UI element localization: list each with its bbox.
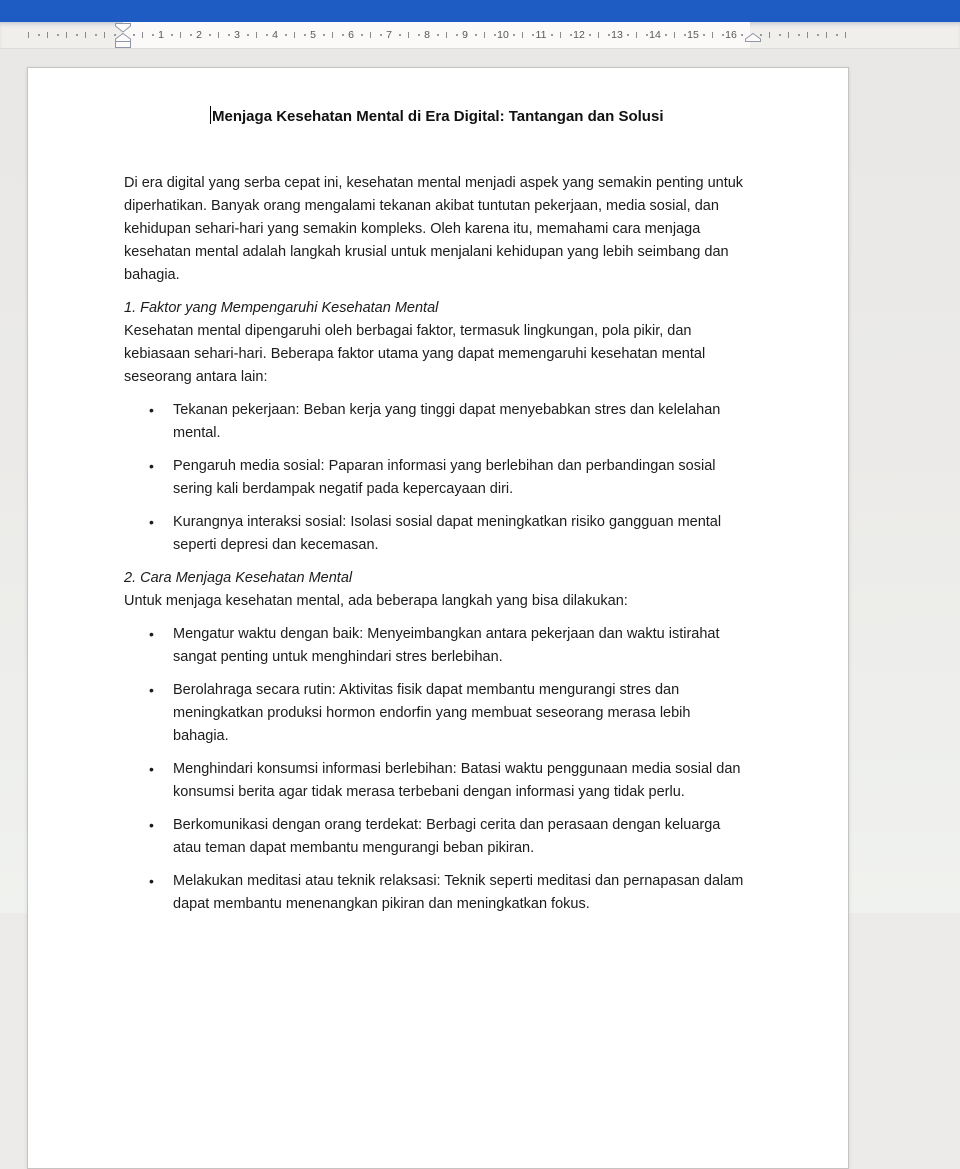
ruler-dot (589, 34, 591, 36)
ruler-number: 10 (497, 29, 509, 41)
ruler-tick (294, 32, 295, 38)
paragraph-text: Kesehatan mental dipengaruhi oleh berbagai faktor, termasuk lingkungan, pola pikir, dan kebiasaan sehari-hari. Beberapa faktor utama yang dapat memengaruhi kesehatan mental seseorang antara lain: (124, 323, 706, 385)
ruler[interactable] (0, 22, 960, 49)
ruler-tick (66, 32, 67, 38)
ruler-dot (152, 34, 154, 36)
bullet-item[interactable] (124, 623, 749, 669)
ruler-number: 3 (234, 29, 240, 41)
ruler-number: 15 (687, 29, 699, 41)
bullet-marker: • (149, 626, 154, 642)
ruler-dot (95, 34, 97, 36)
bullet-item[interactable] (124, 870, 749, 916)
ruler-number: 1 (158, 29, 164, 41)
title-text: Menjaga Kesehatan Mental di Era Digital: Tantangan dan Solusi (212, 108, 664, 125)
ruler-dot (304, 34, 306, 36)
ruler-tick (332, 32, 333, 38)
ruler-number: 14 (649, 29, 661, 41)
ruler-tick (769, 32, 770, 38)
ruler-tick (636, 32, 637, 38)
ruler-dot (646, 34, 648, 36)
bullet-text: Melakukan meditasi atau teknik relaksasi: Teknik seperti meditasi dan pernapasan dalam dapat membantu menenangkan pikiran dan meningkatkan fokus. (173, 873, 744, 912)
ruler-dot (684, 34, 686, 36)
ruler-dot (399, 34, 401, 36)
ruler-tick (484, 32, 485, 38)
document-page[interactable] (27, 67, 849, 1169)
bullet-marker: • (149, 682, 154, 698)
ruler-number: 11 (535, 29, 547, 41)
ruler-tick (180, 32, 181, 38)
ruler-dot (475, 34, 477, 36)
document-body[interactable] (28, 68, 848, 916)
ruler-tick (560, 32, 561, 38)
ruler-dot (570, 34, 572, 36)
bullet-text: Menghindari konsumsi informasi berlebihan: Batasi waktu penggunaan media sosial dan konsumsi berita agar tidak merasa terbebani dengan informasi yang tidak perlu. (173, 761, 741, 800)
ruler-tick (408, 32, 409, 38)
ruler-dot (133, 34, 135, 36)
ruler-number: 13 (611, 29, 623, 41)
bullet-marker: • (149, 761, 154, 777)
paragraph-text: Di era digital yang serba cepat ini, kesehatan mental menjadi aspek yang semakin penting untuk diperhatikan. Banyak orang mengalami tekanan akibat tuntutan pekerjaan, media sosial, dan kehidupan sehari-hari yang semakin kompleks. Oleh karena itu, memahami cara menjaga kesehatan mental adalah langkah krusial untuk menjalani kehidupan yang lebih seimbang dan bahagia. (124, 175, 744, 283)
heading-text: 2. Cara Menjaga Kesehatan Mental (124, 570, 353, 586)
ruler-tick (370, 32, 371, 38)
ruler-tick (826, 32, 827, 38)
ruler-tick (674, 32, 675, 38)
ruler-tick (104, 32, 105, 38)
ruler-number: 6 (348, 29, 354, 41)
ruler-tick (788, 32, 789, 38)
doc-heading[interactable] (124, 297, 749, 320)
ruler-dot (494, 34, 496, 36)
bullet-marker: • (149, 817, 154, 833)
ruler-number: 2 (196, 29, 202, 41)
ruler-number: 16 (725, 29, 737, 41)
bullet-text: Mengatur waktu dengan baik: Menyeimbangkan antara pekerjaan dan waktu istirahat sangat penting untuk menghindari stres berlebihan. (173, 626, 720, 665)
ruler-number: 5 (310, 29, 316, 41)
ruler-dot (513, 34, 515, 36)
bullet-item[interactable] (124, 455, 749, 501)
ruler-tick (446, 32, 447, 38)
ruler-dot (798, 34, 800, 36)
bullet-item[interactable] (124, 511, 749, 557)
ruler-dot (779, 34, 781, 36)
ruler-tick (218, 32, 219, 38)
first-line-indent-marker[interactable] (114, 23, 132, 33)
ruler-dot (551, 34, 553, 36)
doc-paragraph[interactable] (124, 172, 749, 287)
ruler-dot (817, 34, 819, 36)
ruler-dot (703, 34, 705, 36)
ruler-dot (608, 34, 610, 36)
ruler-tick (28, 32, 29, 38)
bullet-item[interactable] (124, 758, 749, 804)
ruler-tick (712, 32, 713, 38)
paragraph-text: Untuk menjaga kesehatan mental, ada beberapa langkah yang bisa dilakukan: (124, 593, 628, 609)
bullet-marker: • (149, 402, 154, 418)
ruler-dot (323, 34, 325, 36)
ruler-dot (285, 34, 287, 36)
ruler-dot (418, 34, 420, 36)
doc-heading[interactable] (124, 567, 749, 590)
ruler-dot (76, 34, 78, 36)
ruler-number: 9 (462, 29, 468, 41)
doc-title[interactable] (124, 105, 749, 128)
text-cursor (210, 106, 212, 124)
bullet-item[interactable] (124, 399, 749, 445)
bullet-text: Berolahraga secara rutin: Aktivitas fisik dapat membantu mengurangi stres dan meningkatkan produksi hormon endorfin yang membuat seseorang merasa lebih bahagia. (173, 682, 691, 744)
ruler-dot (228, 34, 230, 36)
ruler-dot (247, 34, 249, 36)
ruler-dot (38, 34, 40, 36)
ruler-dot (456, 34, 458, 36)
doc-paragraph[interactable] (124, 590, 749, 613)
ruler-number: 8 (424, 29, 430, 41)
ruler-tick (256, 32, 257, 38)
ruler-dot (836, 34, 838, 36)
bullet-text: Pengaruh media sosial: Paparan informasi yang berlebihan dan perbandingan sosial sering kali berdampak negatif pada kepercayaan diri. (173, 458, 716, 497)
bullet-marker: • (149, 873, 154, 889)
ruler-dot (57, 34, 59, 36)
bullet-text: Kurangnya interaksi sosial: Isolasi sosial dapat meningkatkan risiko gangguan mental seperti depresi dan kecemasan. (173, 514, 722, 553)
title-bar (0, 0, 960, 22)
right-indent-marker[interactable] (744, 33, 762, 42)
ruler-tick (807, 32, 808, 38)
ruler-dot (665, 34, 667, 36)
ruler-dot (627, 34, 629, 36)
ruler-dot (532, 34, 534, 36)
ruler-tick (845, 32, 846, 38)
ruler-dot (190, 34, 192, 36)
ruler-number: 7 (386, 29, 392, 41)
bullet-item[interactable] (124, 814, 749, 860)
bullet-marker: • (149, 458, 154, 474)
ruler-dot (209, 34, 211, 36)
bullet-item[interactable] (124, 679, 749, 748)
bullet-text: Tekanan pekerjaan: Beban kerja yang tinggi dapat menyebabkan stres dan kelelahan mental. (173, 402, 721, 441)
bullet-text: Berkomunikasi dengan orang terdekat: Berbagi cerita dan perasaan dengan keluarga atau teman dapat membantu mengurangi beban pikiran. (173, 817, 721, 856)
heading-text: 1. Faktor yang Mempengaruhi Kesehatan Mental (124, 300, 439, 316)
document-canvas (0, 49, 960, 913)
ruler-tick (598, 32, 599, 38)
ruler-dot (342, 34, 344, 36)
ruler-dot (266, 34, 268, 36)
ruler-dot (722, 34, 724, 36)
ruler-dot (741, 34, 743, 36)
ruler-tick (522, 32, 523, 38)
ruler-tick (47, 32, 48, 38)
bullet-marker: • (149, 514, 154, 530)
ruler-number: 12 (573, 29, 585, 41)
doc-paragraph[interactable] (124, 320, 749, 389)
ruler-dot (437, 34, 439, 36)
ruler-number: 4 (272, 29, 278, 41)
ruler-dot (361, 34, 363, 36)
ruler-dot (171, 34, 173, 36)
ruler-tick (142, 32, 143, 38)
ruler-dot (380, 34, 382, 36)
left-indent-marker[interactable] (114, 41, 132, 49)
ruler-tick (85, 32, 86, 38)
